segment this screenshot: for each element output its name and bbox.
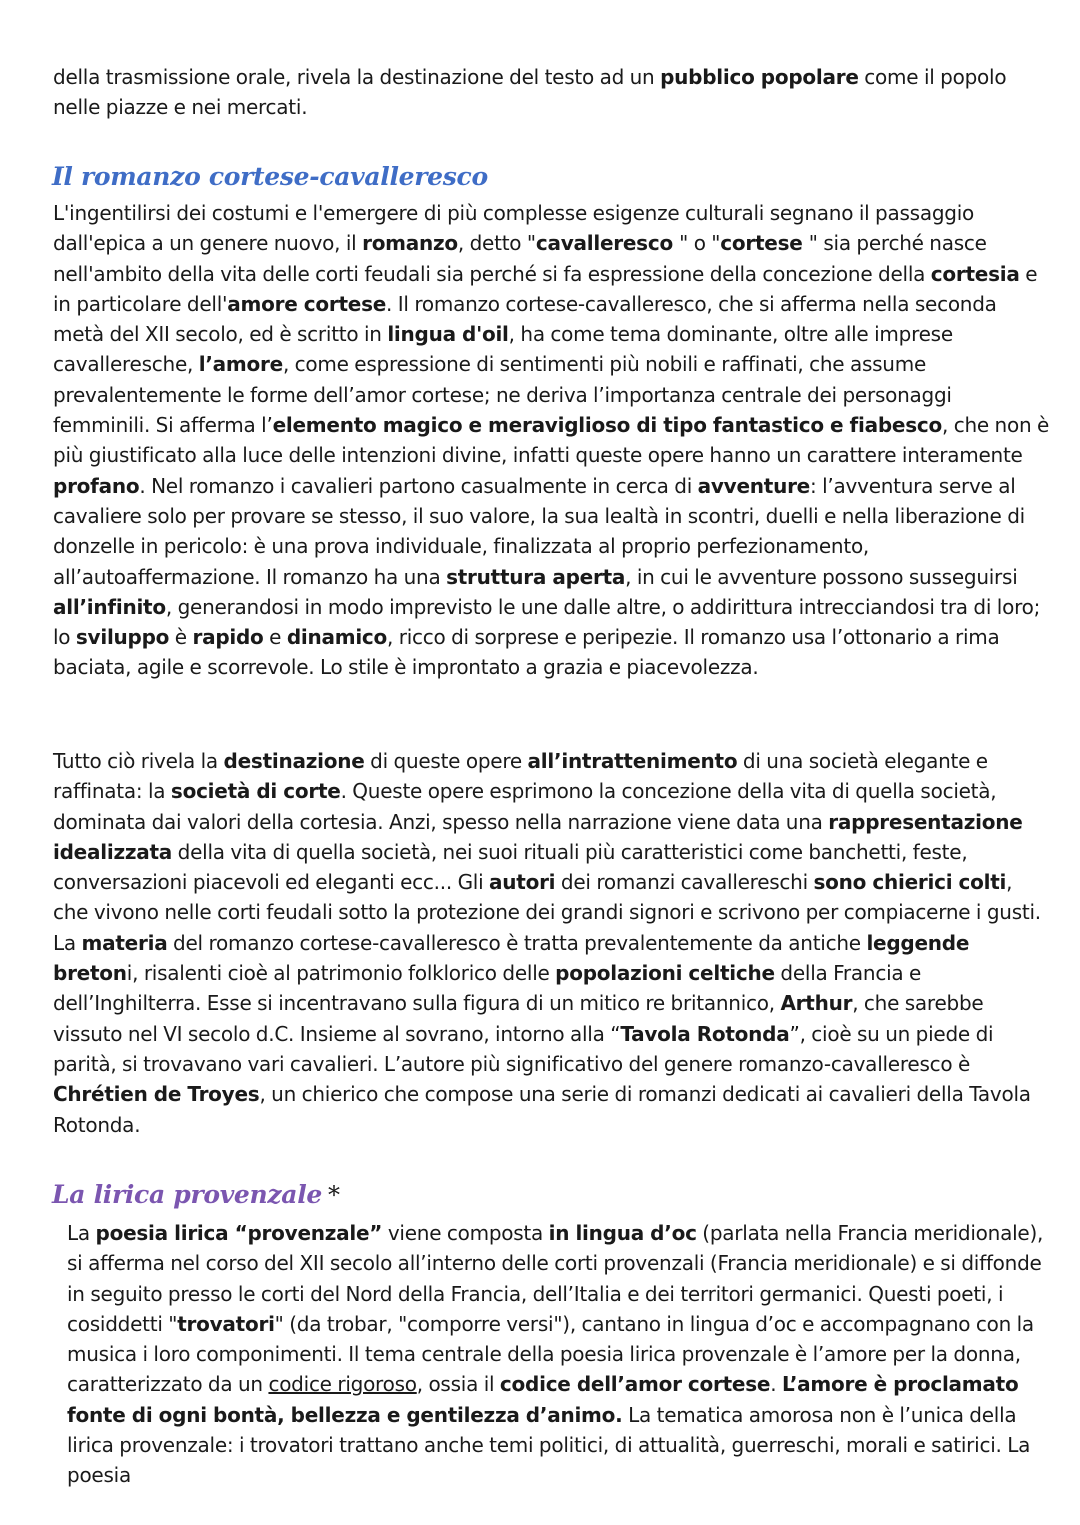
- romanzo-paragraph-2: Tutto ciò rivela la destinazione di queste opere all’intrattenimento di una società elegante e raffinata: la società di corte. Queste opere esprimono la concezione della vita di quella società, dominata dai valori della cortesia. Anzi, spesso nella narrazione viene data una rappresentazione idealizzata della vita di quella società, nei suoi rituali più caratteristici come banchetti, feste, conversazioni piacevoli ed eleganti ecc... Gli autori dei romanzi cavallereschi sono chierici colti, che vivono nelle corti feudali sotto la protezione dei grandi signori e scrivono per compiacerne i gusti. La materia del romanzo cortese-cavalleresco è tratta prevalentemente da antiche leggende bretoni, risalenti cioè al patrimonio folklorico delle popolazioni celtiche della Francia e dell’Inghilterra. Esse si incentravano sulla figura di un mitico re britannico, Arthur, che sarebbe vissuto nel VI secolo d.C. Insieme al sovrano, intorno alla “Tavola Rotonda”, cioè su un piede di parità, si trovavano vari cavalieri. L’autore più significativo del genere romanzo-cavalleresco è Chrétien de Troyes, un chierico che compose una serie di romanzi dedicati ai cavalieri della Tavola Rotonda.: [53, 749, 1041, 1137]
- section-heading-lirica: [52, 1180, 340, 1210]
- romanzo-paragraph-1: L'ingentilirsi dei costumi e l'emergere di più complesse esigenze culturali segnano il passaggio dall'epica a un genere nuovo, il romanzo, detto "cavalleresco " o "cortese " sia perché nasce nell'ambito della vita delle corti feudali sia perché si fa espressione della concezione della cortesia e in particolare dell'amore cortese. Il romanzo cortese-cavalleresco, che si afferma nella seconda metà del XII secolo, ed è scritto in lingua d'oil, ha come tema dominante, oltre alle imprese cavalleresche, l’amore, come espressione di sentimenti più nobili e raffinati, che assume prevalentemente le forme dell’amor cortese; ne deriva l’importanza centrale dei personaggi femminili. Si afferma l’elemento magico e meraviglioso di tipo fantastico e fiabesco, che non è più giustificato alla luce delle intenzioni divine, infatti queste opere hanno un carattere interamente profano. Nel romanzo i cavalieri partono casualmente in cerca di avventure: l’avventura serve al cavaliere solo per provare se stesso, il suo valore, la sua lealtà in scontri, duelli e nella liberazione di donzelle in pericolo: è una prova individuale, finalizzata al proprio perfezionamento, all’autoaffermazione. Il romanzo ha una struttura aperta, in cui le avventure possono susseguirsi all’infinito, generandosi in modo imprevisto le une dalle altre, o addirittura intrecciandosi tra di loro; lo sviluppo è rapido e dinamico, ricco di sorprese e peripezie. Il romanzo usa l’ottonario a rima baciata, agile e scorrevole. Lo stile è improntato a grazia e piacevolezza.: [53, 201, 1050, 680]
- asterisk-mark: *: [328, 1181, 340, 1209]
- underlined-phrase: codice rigoroso: [268, 1372, 417, 1397]
- lirica-paragraph: La poesia lirica “provenzale” viene composta in lingua d’oc (parlata nella Francia meridionale), si afferma nel corso del XII secolo all’interno delle corti provenzali (Francia meridionale) e si diffonde in seguito presso le corti del Nord della Francia, dell’Italia e dei territori germanici. Questi poeti, i cosiddetti "trovatori" (da trobar, "comporre versi"), cantano in lingua d’oc e accompagnano con la musica i loro componimenti. Il tema centrale della poesia lirica provenzale è l’amore per la donna, caratterizzato da un codice rigoroso, ossia il codice dell’amor cortese. L’amore è proclamato fonte di ogni bontà, bellezza e gentilezza d’animo. La tematica amorosa non è l’unica della lirica provenzale: i trovatori trattano anche temi politici, di attualità, guerreschi, morali e satirici. La poesia: [67, 1221, 1044, 1488]
- lirica-heading-text: La lirica provenzale: [52, 1180, 323, 1209]
- intro-paragraph: della trasmissione orale, rivela la destinazione del testo ad un pubblico popolare come il popolo nelle piazze e nei mercati.: [53, 65, 1007, 120]
- section-heading-romanzo: Il romanzo cortese-cavalleresco: [52, 162, 488, 191]
